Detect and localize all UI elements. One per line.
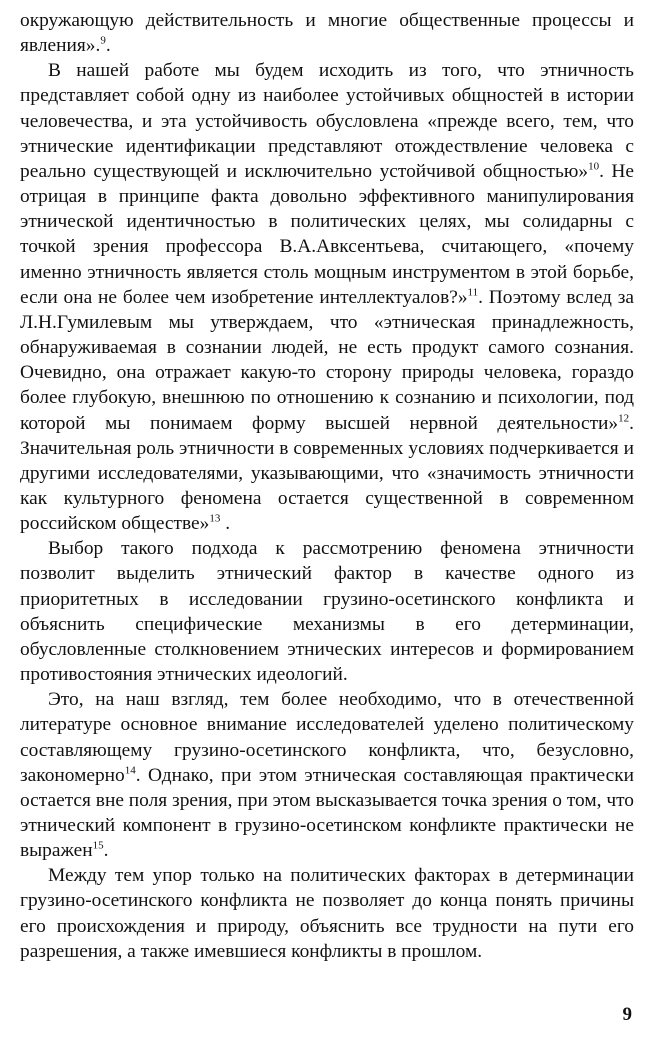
- page-number: 9: [622, 1004, 632, 1025]
- document-page: [20, 8, 634, 964]
- text-run: . Значительная роль этничности в современных условиях подчеркивается и другими исследователями, указывающими, что «значимость этничности как культурного феномена остается существенной в современном российском обществе»: [20, 412, 634, 535]
- paragraph-2: [20, 58, 634, 536]
- footnote-marker[interactable]: 11: [467, 286, 479, 299]
- footnote-marker[interactable]: 12: [618, 412, 630, 425]
- text-run: . Однако, при этом этническая составляющая практически остается вне поля зрения, при этом высказывается точка зрения о том, что этнический компонент в грузино-осетинском конфликте практически не выражен: [20, 764, 635, 862]
- text-run: окружающую действительность и многие общественные процессы и явления».: [20, 10, 634, 57]
- footnote-marker[interactable]: 9: [100, 34, 106, 47]
- footnote-marker[interactable]: 10: [588, 160, 600, 173]
- paragraph-1: [20, 8, 634, 58]
- text-run: .: [220, 513, 231, 535]
- footnote-marker[interactable]: 14: [124, 764, 136, 777]
- footnote-marker[interactable]: 13: [209, 512, 221, 525]
- text-run: . Не отрицая в принципе факта довольно эффективного манипулирования этнической идентичностью в политических целях, мы солидарны с точкой зрения профессора В.А.Авксентьева, считающего, «почему именно этничность является столь мощным инструментом в этой борьбе, если она не более чем изобретение интеллектуалов?»: [20, 160, 635, 308]
- paragraph-5: [20, 863, 634, 964]
- text-run: .: [103, 840, 109, 862]
- text-run: Между тем упор только на политических факторах в детерминации грузино-осетинского конфликта не позволяет до конца понять причины его происхождения и природу, объяснить все трудности на пути его разрешения, а также имевшиеся конфликты в прошлом.: [20, 865, 634, 962]
- text-run: .: [105, 35, 111, 57]
- text-run: Это, на наш взгляд, тем более необходимо, что в отечественной литературе основное внимание исследователей уделено политическому составляющему грузино-осетинского конфликта, что, безусловно, закономерно: [20, 689, 634, 786]
- paragraph-3: [20, 536, 634, 687]
- footnote-marker[interactable]: 15: [92, 839, 104, 852]
- text-run: Выбор такого подхода к рассмотрению феномена этничности позволит выделить этнический фактор в качестве одного из приоритетных в исследовании грузино-осетинского конфликта и объяснить специфические механизмы в его детерминации, обусловленные столкновением этнических интересов и формированием противостояния этнических идеологий.: [20, 538, 634, 686]
- paragraph-4: [20, 687, 634, 863]
- text-run: В нашей работе мы будем исходить из того, что этничность представляет собой одну из наиболее устойчивых общностей в истории человечества, и эта устойчивость обусловлена «прежде всего, тем, что этнические идентификации представляют отождествление человека с реально существующей и исключительно устойчивой общностью»: [20, 60, 634, 182]
- text-run: . Поэтому вслед за Л.Н.Гумилевым мы утверждаем, что «этническая принадлежность, обнаруживаемая в сознании людей, не есть продукт самого сознания. Очевидно, она отражает какую-то сторону природы человека, гораздо более глубокую, внешнюю по отношению к сознанию и психологии, под которой мы понимаем форму высшей нервной деятельности»: [20, 286, 634, 434]
